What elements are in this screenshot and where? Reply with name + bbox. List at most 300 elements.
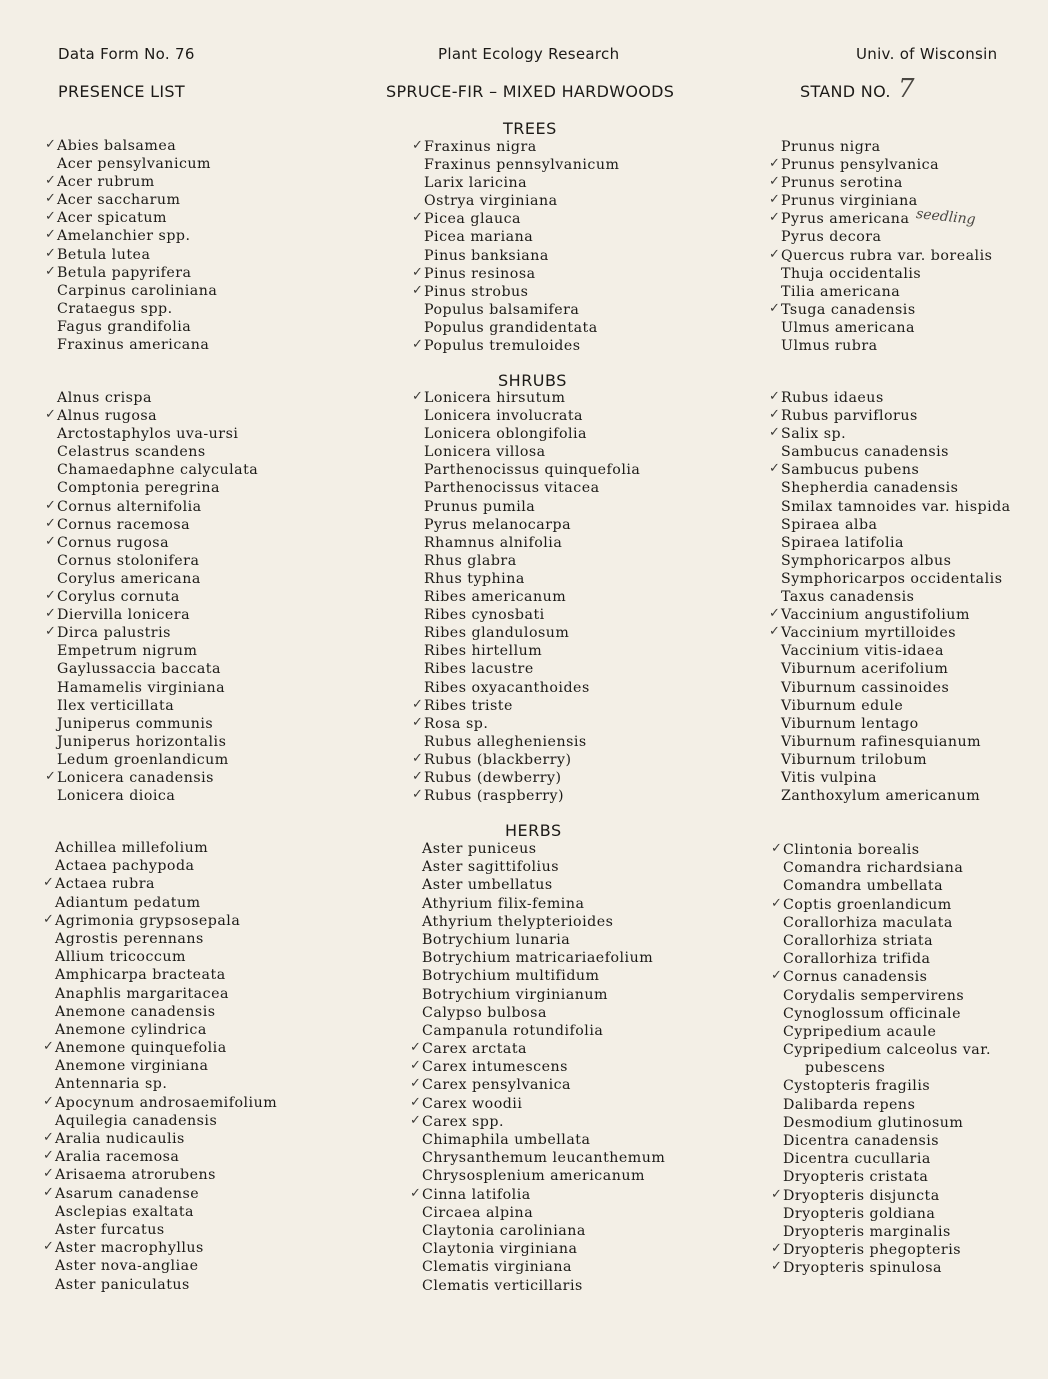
- check-mark-icon: ✓: [45, 588, 57, 604]
- species-entry: [412, 750, 640, 769]
- species-name: Agrostis perennans: [55, 930, 204, 947]
- species-name: Aster puniceus: [422, 841, 537, 857]
- species-entry: [424, 679, 640, 697]
- species-entry: [424, 624, 640, 642]
- species-entry: [422, 1204, 665, 1222]
- species-entry: [422, 1277, 665, 1295]
- species-entry: [769, 461, 1011, 479]
- species-name: Cypripedium calceolus var.: [783, 1042, 991, 1059]
- species-name: Vaccinium vitis-idaea: [781, 643, 944, 660]
- species-entry: [55, 1203, 277, 1221]
- species-entry: [781, 265, 992, 283]
- species-entry: [45, 515, 258, 534]
- species-entry: [781, 534, 1011, 552]
- species-entry: [783, 1023, 991, 1041]
- check-mark-icon: ✓: [412, 210, 424, 226]
- species-entry: [57, 570, 258, 588]
- species-name: Dryopteris disjuncta: [783, 1187, 940, 1204]
- species-entry: [412, 264, 619, 283]
- species-entry: [45, 245, 217, 264]
- species-name: Comptonia peregrina: [57, 480, 220, 497]
- species-name: Cornus canadensis: [783, 969, 928, 986]
- species-name: Smilax tamnoides var. hispida: [781, 498, 1011, 515]
- species-entry: [781, 283, 992, 301]
- check-mark-icon: ✓: [771, 968, 783, 984]
- check-mark-icon: ✓: [45, 245, 57, 261]
- species-entry: [781, 138, 992, 156]
- species-name: Lonicera villosa: [424, 444, 546, 461]
- species-name: Salix sp.: [781, 426, 847, 443]
- check-mark-icon: ✓: [43, 1039, 55, 1055]
- species-entry: [55, 966, 277, 984]
- check-mark-icon: ✓: [45, 263, 57, 279]
- species-entry: [422, 913, 665, 931]
- species-entry: [57, 425, 258, 443]
- species-name: Cinna latifolia: [422, 1186, 531, 1203]
- species-entry: [55, 985, 277, 1003]
- species-name: Chamaedaphne calyculata: [57, 462, 259, 479]
- species-entry: [781, 552, 1011, 570]
- species-entry: [57, 642, 258, 660]
- species-name: Corylus cornuta: [57, 589, 180, 606]
- species-entry: [55, 839, 277, 857]
- species-name: Aster nova-angliae: [55, 1258, 199, 1275]
- check-mark-icon: ✓: [412, 750, 424, 766]
- species-entry: [45, 263, 217, 282]
- species-entry: [783, 1168, 991, 1186]
- species-name: Acer rubrum: [57, 174, 155, 191]
- species-entry: [781, 588, 1011, 606]
- species-name: Ribes cynosbati: [424, 607, 545, 624]
- species-entry: [783, 877, 991, 895]
- species-entry: [55, 1112, 277, 1130]
- section-heading-trees: TREES: [503, 119, 557, 138]
- check-mark-icon: ✓: [771, 1186, 783, 1202]
- species-name: Lonicera dioica: [57, 788, 176, 805]
- species-entry: [45, 173, 217, 191]
- species-name: Sambucus pubens: [781, 462, 920, 479]
- species-entry: [422, 1131, 665, 1149]
- species-entry: [424, 156, 619, 174]
- species-name: Corallorhiza striata: [783, 932, 934, 949]
- species-entry: [781, 715, 1011, 733]
- species-name: Viburnum edule: [781, 697, 904, 714]
- species-entry: [55, 894, 277, 912]
- check-mark-icon: ✓: [769, 174, 781, 190]
- check-mark-icon: ✓: [769, 425, 781, 441]
- university-name: Univ. of Wisconsin: [856, 45, 998, 63]
- species-entry: [781, 570, 1011, 588]
- species-name: Claytonia caroliniana: [422, 1222, 586, 1239]
- species-name: Populus grandidentata: [424, 319, 598, 336]
- pyrus-handwritten-note: seedling: [915, 205, 977, 229]
- species-entry: [43, 1148, 277, 1166]
- species-entry: [783, 1205, 991, 1223]
- species-name: Desmodium glutinosum: [783, 1114, 964, 1131]
- check-mark-icon: ✓: [412, 696, 424, 712]
- species-entry: [57, 389, 258, 407]
- species-name: Adiantum pedatum: [55, 894, 201, 911]
- check-mark-icon: ✓: [410, 1185, 422, 1201]
- check-mark-icon: ✓: [412, 714, 424, 730]
- species-name: Sambucus canadensis: [781, 444, 949, 461]
- species-name: Cystopteris fragilis: [783, 1078, 931, 1095]
- species-entry: [55, 1057, 277, 1075]
- species-name: Diervilla lonicera: [57, 607, 191, 624]
- species-entry: [424, 733, 640, 751]
- species-name: Lonicera canadensis: [57, 769, 214, 786]
- species-name: Vaccinium angustifolium: [781, 607, 970, 624]
- species-entry: [769, 300, 992, 319]
- check-mark-icon: ✓: [45, 497, 57, 513]
- species-name: Ribes glandulosum: [424, 625, 570, 642]
- species-entry: [45, 227, 217, 245]
- species-name: Symphoricarpos occidentalis: [781, 570, 1003, 587]
- species-entry: [424, 425, 640, 443]
- species-entry: [783, 1132, 991, 1150]
- species-name: Alnus rugosa: [57, 408, 158, 425]
- species-name: Athyrium thelypterioides: [422, 913, 614, 930]
- check-mark-icon: ✓: [45, 768, 57, 784]
- species-entry: [57, 318, 217, 336]
- species-name: Viburnum rafinesquianum: [781, 733, 982, 750]
- species-entry: [55, 1003, 277, 1021]
- species-entry: [424, 319, 619, 337]
- species-entry: [771, 1241, 991, 1259]
- species-entry: [781, 751, 1011, 769]
- species-name: Clematis verticillaris: [422, 1277, 583, 1294]
- species-entry: [412, 768, 640, 787]
- species-name: Rubus idaeus: [781, 390, 884, 406]
- species-name: Crataegus spp.: [57, 300, 173, 317]
- species-entry: [771, 841, 991, 859]
- species-name: Chimaphila umbellata: [422, 1132, 591, 1148]
- check-mark-icon: ✓: [43, 1093, 55, 1109]
- species-name: Dryopteris cristata: [783, 1169, 929, 1186]
- stand-number-label: STAND NO.: [800, 82, 891, 101]
- species-entry: [783, 950, 991, 968]
- species-entry: [422, 840, 665, 858]
- species-entry: [43, 1166, 277, 1184]
- species-name: Cornus rugosa: [57, 534, 170, 551]
- species-entry: [55, 1221, 277, 1239]
- species-entry: [781, 769, 1011, 787]
- species-entry: [57, 715, 258, 733]
- species-name: Dryopteris goldiana: [783, 1205, 936, 1222]
- species-entry: [424, 552, 640, 570]
- species-entry: [422, 967, 665, 985]
- species-entry: [781, 697, 1011, 715]
- species-entry: [45, 497, 258, 516]
- check-mark-icon: ✓: [43, 1130, 55, 1145]
- organization-title: Plant Ecology Research: [438, 45, 620, 63]
- species-name: Fraxinus americana: [57, 337, 210, 354]
- species-name: Acer pensylvanicum: [57, 156, 212, 173]
- species-name: Ilex verticillata: [57, 697, 175, 714]
- species-entry: [769, 156, 992, 174]
- list-type-title: PRESENCE LIST: [58, 82, 185, 101]
- species-name: Agrimonia grypsosepala: [55, 912, 241, 929]
- species-entry: [412, 337, 619, 355]
- species-entry: [45, 191, 217, 209]
- stand-number-value: 7: [898, 74, 915, 104]
- section-heading-herbs: HERBS: [505, 821, 562, 840]
- species-name: Calypso bulbosa: [422, 1004, 547, 1021]
- species-entry: [781, 679, 1011, 697]
- species-name: Allium tricoccum: [55, 949, 186, 966]
- species-name: Dryopteris spinulosa: [783, 1260, 942, 1277]
- check-mark-icon: ✓: [45, 137, 57, 152]
- species-name: Populus balsamifera: [424, 301, 580, 318]
- species-entry: [57, 282, 217, 300]
- species-name: Picea mariana: [424, 229, 534, 246]
- community-title: SPRUCE-FIR – MIXED HARDWOODS: [386, 82, 675, 101]
- species-name: Vitis vulpina: [781, 769, 877, 786]
- species-name: Aralia racemosa: [55, 1149, 180, 1166]
- species-entry: [771, 1186, 991, 1205]
- species-entry: [424, 516, 640, 534]
- species-name: Botrychium matricariaefolium: [422, 950, 654, 967]
- species-name: Coptis groenlandicum: [783, 896, 952, 913]
- species-entry: [45, 606, 258, 624]
- species-name: Picea glauca: [424, 211, 522, 228]
- herbs-column-3: [771, 841, 991, 1278]
- species-name: Rubus parviflorus: [781, 408, 918, 425]
- species-entry: [410, 1058, 665, 1076]
- species-entry: [781, 733, 1011, 751]
- species-name: Larix laricina: [424, 175, 528, 192]
- check-mark-icon: ✓: [769, 461, 781, 477]
- trees-column-1: [45, 137, 218, 354]
- species-name: Dicentra canadensis: [783, 1133, 940, 1149]
- herbs-column-2: [410, 840, 666, 1295]
- species-entry: [769, 389, 1011, 407]
- species-name: Pyrus americana: [781, 211, 910, 228]
- check-mark-icon: ✓: [410, 1094, 422, 1110]
- species-entry: [57, 155, 217, 173]
- species-name: Shepherdia canadensis: [781, 480, 959, 497]
- check-mark-icon: ✓: [412, 282, 424, 298]
- species-entry: [424, 498, 640, 516]
- species-entry: [783, 1005, 991, 1023]
- species-name: Cornus alternifolia: [57, 498, 202, 515]
- species-name: Botrychium lunaria: [422, 931, 571, 948]
- species-entry: [410, 1094, 665, 1113]
- species-entry: [783, 932, 991, 950]
- species-entry: [422, 986, 665, 1004]
- species-name: Dalibarda repens: [783, 1096, 916, 1113]
- species-name: Carex intumescens: [422, 1059, 568, 1076]
- species-name: Carex arctata: [422, 1041, 528, 1058]
- species-name: Rubus (dewberry): [424, 769, 562, 786]
- species-entry: [422, 1167, 665, 1185]
- species-entry: [422, 949, 665, 967]
- check-mark-icon: ✓: [412, 264, 424, 280]
- species-name: Spiraea alba: [781, 516, 878, 533]
- check-mark-icon: ✓: [410, 1076, 422, 1092]
- check-mark-icon: ✓: [771, 895, 783, 911]
- check-mark-icon: ✓: [769, 246, 781, 262]
- species-name: Carex spp.: [422, 1113, 504, 1130]
- species-entry: [57, 751, 258, 769]
- check-mark-icon: ✓: [45, 407, 57, 423]
- species-entry: [424, 534, 640, 552]
- species-name: Ulmus rubra: [781, 338, 878, 355]
- species-name: Celastrus scandens: [57, 444, 206, 461]
- species-entry: [55, 1257, 277, 1275]
- species-entry: [783, 914, 991, 932]
- check-mark-icon: ✓: [45, 533, 57, 549]
- species-entry: [771, 1259, 991, 1277]
- check-mark-icon: ✓: [412, 389, 424, 404]
- species-name: Ribes hirtellum: [424, 643, 543, 660]
- species-name: Hamamelis virginiana: [57, 679, 226, 696]
- species-name: Arctostaphylos uva-ursi: [57, 426, 239, 443]
- species-entry: [45, 533, 258, 552]
- species-name: Aster paniculatus: [55, 1276, 190, 1293]
- species-name: Botrychium virginianum: [422, 986, 609, 1003]
- species-name: Betula lutea: [57, 246, 151, 263]
- check-mark-icon: ✓: [43, 911, 55, 927]
- species-entry: [422, 1240, 665, 1258]
- species-name: Carpinus caroliniana: [57, 282, 218, 299]
- species-entry: [783, 1096, 991, 1114]
- species-entry: [412, 282, 619, 301]
- species-entry: [424, 174, 619, 192]
- species-name: Pinus strobus: [424, 283, 529, 300]
- species-entry: [781, 642, 1011, 660]
- species-name: Botrychium multifidum: [422, 968, 600, 985]
- form-number: Data Form No. 76: [58, 45, 195, 63]
- species-name: Lonicera oblongifolia: [424, 426, 588, 443]
- species-entry: [412, 787, 640, 805]
- species-entry: [57, 787, 258, 805]
- check-mark-icon: ✓: [769, 624, 781, 640]
- species-entry: [43, 1093, 278, 1112]
- species-entry: [55, 1075, 277, 1093]
- species-entry: [422, 1022, 665, 1040]
- species-name: Arisaema atrorubens: [55, 1167, 216, 1184]
- species-entry: [769, 624, 1011, 642]
- species-entry: [45, 407, 258, 425]
- species-name: Comandra umbellata: [783, 878, 944, 895]
- check-mark-icon: ✓: [43, 875, 55, 891]
- species-entry: [57, 443, 258, 461]
- species-name: Rhus typhina: [424, 570, 525, 587]
- check-mark-icon: ✓: [769, 192, 781, 208]
- species-entry: [422, 1149, 665, 1167]
- species-name: Cornus stolonifera: [57, 552, 200, 569]
- species-name: Corydalis sempervirens: [783, 987, 965, 1004]
- species-name: Amphicarpa bracteata: [55, 967, 226, 984]
- species-entry: [45, 137, 217, 155]
- species-name: Pinus banksiana: [424, 247, 549, 264]
- species-entry: [781, 516, 1011, 534]
- species-entry: [422, 895, 665, 913]
- species-name: Carex pensylvanica: [422, 1077, 572, 1094]
- check-mark-icon: ✓: [412, 138, 424, 153]
- species-name: Ribes lacustre: [424, 661, 534, 678]
- species-name: Dirca palustris: [57, 625, 171, 642]
- species-name: Athyrium filix-femina: [422, 895, 585, 912]
- species-name: Rubus allegheniensis: [424, 733, 587, 750]
- species-entry: [55, 1021, 277, 1039]
- species-entry: [57, 461, 258, 479]
- species-name: Symphoricarpos albus: [781, 552, 952, 569]
- species-name: Carex woodii: [422, 1095, 523, 1112]
- species-entry: [412, 389, 640, 407]
- species-name: Prunus pensylvanica: [781, 157, 940, 174]
- check-mark-icon: ✓: [771, 841, 783, 856]
- species-name: Rubus (blackberry): [424, 751, 572, 768]
- species-name: Rosa sp.: [424, 715, 489, 732]
- species-entry: [783, 1223, 991, 1241]
- species-name: Betula papyrifera: [57, 264, 192, 281]
- species-name: Taxus canadensis: [781, 589, 915, 606]
- species-entry: [783, 1150, 991, 1168]
- species-name: Ribes oxyacanthoides: [424, 679, 590, 696]
- species-name: Aster macrophyllus: [55, 1240, 204, 1257]
- species-name: Chrysosplenium americanum: [422, 1168, 645, 1185]
- species-entry: [769, 606, 1011, 624]
- species-entry: [424, 247, 619, 265]
- species-entry: [781, 337, 992, 355]
- species-entry: [422, 876, 665, 894]
- species-entry: [45, 768, 258, 787]
- species-name: Parthenocissus vitacea: [424, 480, 600, 497]
- species-name: Viburnum trilobum: [781, 751, 928, 768]
- species-entry: [45, 209, 217, 227]
- species-entry: [424, 461, 640, 479]
- species-entry: [783, 859, 991, 877]
- section-heading-shrubs: SHRUBS: [498, 371, 567, 390]
- species-entry: [45, 588, 258, 606]
- species-name: Prunus virginiana: [781, 193, 918, 210]
- species-name: Claytonia virginiana: [422, 1241, 578, 1258]
- species-entry: [422, 858, 665, 876]
- species-name: Thuja occidentalis: [781, 265, 922, 282]
- species-name: Juniperus horizontalis: [57, 733, 227, 750]
- species-entry: [45, 624, 258, 642]
- check-mark-icon: ✓: [45, 191, 57, 207]
- check-mark-icon: ✓: [45, 624, 57, 640]
- species-entry: [57, 679, 258, 697]
- species-name: Lonicera hirsutum: [424, 390, 566, 406]
- check-mark-icon: ✓: [45, 173, 57, 189]
- species-name: Asarum canadense: [55, 1185, 200, 1202]
- species-entry: [424, 479, 640, 497]
- species-entry: [57, 336, 217, 354]
- check-mark-icon: ✓: [769, 407, 781, 423]
- check-mark-icon: ✓: [43, 1166, 55, 1182]
- species-name: Alnus crispa: [57, 390, 152, 406]
- shrubs-column-3: [769, 389, 1011, 805]
- species-name: Acer saccharum: [57, 192, 181, 209]
- species-entry: [412, 210, 619, 228]
- species-entry: [410, 1185, 665, 1204]
- species-entry: [781, 228, 992, 246]
- check-mark-icon: ✓: [45, 606, 57, 622]
- species-name: Quercus rubra var. borealis: [781, 247, 993, 264]
- species-entry: [57, 697, 258, 715]
- species-name: Achillea millefolium: [55, 840, 209, 856]
- check-mark-icon: ✓: [769, 300, 781, 316]
- species-name: Fraxinus pennsylvanicum: [424, 157, 620, 174]
- species-name: Ulmus americana: [781, 319, 916, 336]
- species-entry: [424, 407, 640, 425]
- species-name: Vaccinium myrtilloides: [781, 625, 957, 642]
- species-name: Prunus serotina: [781, 175, 903, 192]
